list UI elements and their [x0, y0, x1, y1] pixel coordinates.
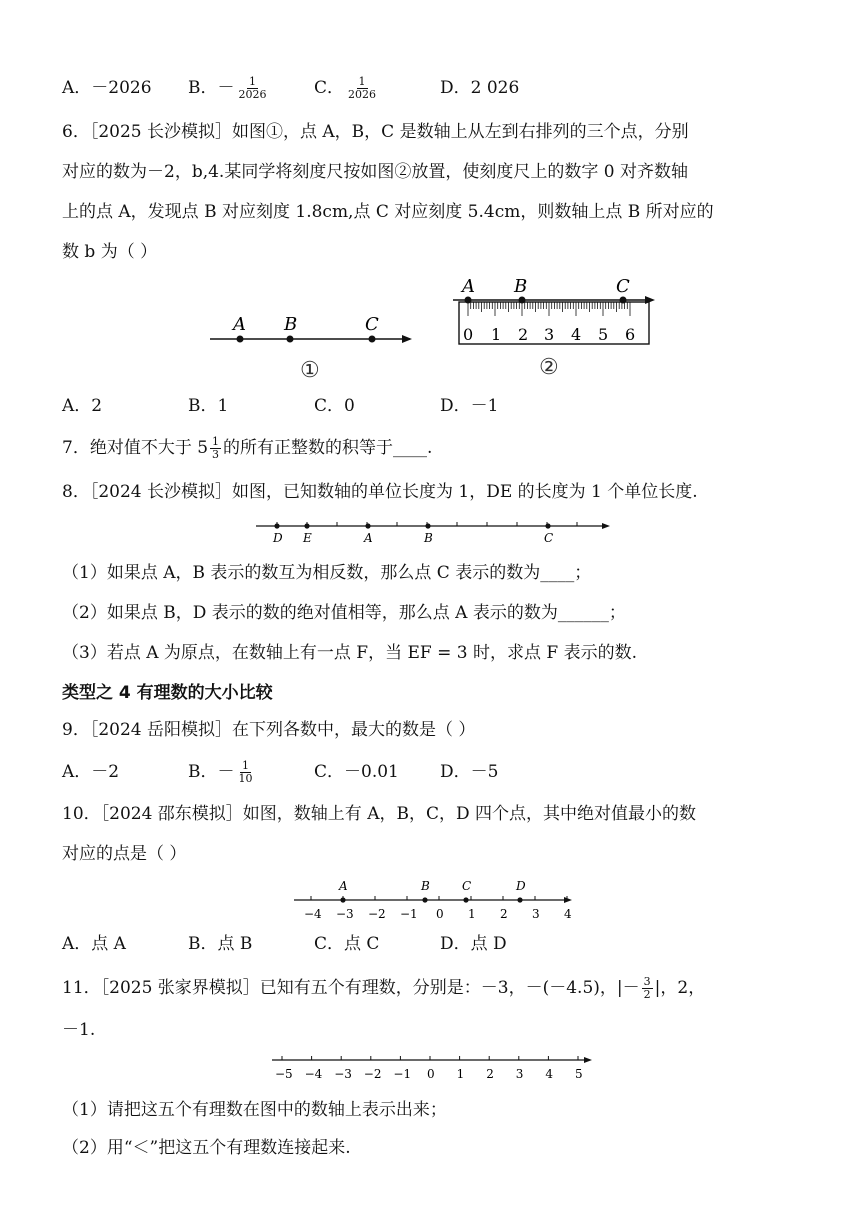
- q6-line-4: 数 b 为（ ）: [62, 242, 158, 262]
- ruler-label-1: 1: [491, 325, 502, 344]
- ruler-label-3: 3: [544, 325, 555, 344]
- q11-line-1: 11．［2025 张家界模拟］已知有五个有理数，分别是：－3，－(－4.5)，|－ $\frac{3}{2}$ |，2，: [62, 975, 706, 1001]
- q11-number-line: [268, 1050, 598, 1088]
- q10-tick-label: −2: [368, 907, 386, 921]
- q10-label-d: D: [516, 879, 526, 893]
- q10-line-1: 10．［2024 邵东模拟］如图，数轴上有 A，B，C，D 四个点，其中绝对值最小的数: [62, 804, 697, 824]
- q10-line-2: 对应的点是（ ）: [62, 844, 187, 864]
- q11-tick-label: −2: [363, 1067, 382, 1081]
- ruler-label-6: 6: [625, 325, 636, 344]
- ruler-label-2: 2: [518, 325, 529, 344]
- q6-option-b: B．1: [188, 396, 229, 416]
- ruler-label-0: 0: [463, 325, 474, 344]
- fig2-caption: ②: [539, 355, 559, 380]
- q11-tick-label: −1: [393, 1067, 412, 1081]
- q10-tick-label: 2: [500, 907, 508, 921]
- q11-tick-label: 1: [456, 1067, 465, 1081]
- q10-option-a: A．点 A: [62, 934, 126, 954]
- q11-tick-label: 4: [545, 1067, 554, 1081]
- q11-part-1: （1）请把这五个有理数在图中的数轴上表示出来；: [62, 1100, 447, 1120]
- fig2-label-c: C: [616, 276, 630, 297]
- q10-tick-label: −4: [304, 907, 322, 921]
- q5-option-d: D．2 026: [440, 78, 520, 98]
- fig2-label-a: A: [462, 276, 475, 297]
- fig1-point-a: [237, 336, 244, 343]
- q9-option-c: C．－0.01: [314, 762, 399, 782]
- q11-tick-label: −3: [334, 1067, 352, 1081]
- q6-option-d: D．－1: [440, 396, 499, 416]
- q7-line: 7．绝对值不大于 5 $\frac{1}{3}$ 的所有正整数的积等于____.: [62, 435, 433, 461]
- q8-part-2: （2）如果点 B，D 表示的数的绝对值相等，那么点 A 表示的数为______；: [62, 603, 626, 623]
- q11-tick-label: −5: [275, 1067, 293, 1081]
- q6-figure-1: [200, 305, 425, 385]
- q9-option-b: B．－ $\frac{1}{10}$: [188, 759, 253, 785]
- q10-tick-label: 3: [532, 907, 540, 921]
- q11-tick-label: −4: [304, 1067, 323, 1081]
- section-title: 类型之 4 有理数的大小比较: [62, 683, 273, 703]
- fig1-point-c: [369, 336, 376, 343]
- q10-option-c: C．点 C: [314, 934, 380, 954]
- fig2-point-b: [519, 297, 526, 304]
- q8-label-b: B: [424, 531, 433, 545]
- q10-tick-label: −1: [400, 907, 418, 921]
- q10-option-b: B．点 B: [188, 934, 253, 954]
- q5-option-c: C． $\frac{1}{2026}$: [314, 75, 377, 101]
- q8-part-3: （3）若点 A 为原点，在数轴上有一点 F，当 EF = 3 时，求点 F 表示的数.: [62, 643, 637, 663]
- ruler-label-5: 5: [598, 325, 609, 344]
- q5-option-b: B．－ $\frac{1}{2026}$: [188, 75, 267, 101]
- q11-tick-label: 2: [486, 1067, 494, 1081]
- fig2-point-c: [620, 297, 627, 304]
- q6-option-a: A．2: [62, 396, 103, 416]
- q8-label-c: C: [544, 531, 554, 545]
- q6-line-1: 6．［2025 长沙模拟］如图①，点 A，B，C 是数轴上从左到右排列的三个点，分别: [62, 122, 689, 142]
- ruler-label-4: 4: [571, 325, 582, 344]
- q10-option-d: D．点 D: [440, 934, 507, 954]
- fig1-caption: ①: [300, 358, 320, 383]
- q8-label-a: A: [364, 531, 373, 545]
- fig1-point-b: [287, 336, 294, 343]
- q10-tick-label: 4: [564, 907, 572, 921]
- q9-option-a: A．－2: [62, 762, 120, 782]
- q6-option-c: C．0: [314, 396, 355, 416]
- fig2-label-b: B: [514, 276, 528, 297]
- fig1-label-c: C: [365, 314, 379, 335]
- q10-tick-label: 1: [468, 907, 476, 921]
- q8-number-line: [250, 514, 620, 548]
- q10-label-c: C: [462, 879, 472, 893]
- q11-tick-label: 0: [427, 1067, 435, 1081]
- q6-line-2: 对应的数为－2，b,4.某同学将刻度尺按如图②放置，使刻度尺上的数字 0 对齐数轴: [62, 162, 688, 182]
- q8-part-1: （1）如果点 A，B 表示的数互为相反数，那么点 C 表示的数为____；: [62, 563, 592, 583]
- ruler-ticks: [468, 302, 630, 316]
- fig1-label-b: B: [284, 314, 298, 335]
- q6-line-3: 上的点 A，发现点 B 对应刻度 1.8cm,点 C 对应刻度 5.4cm，则数轴上点 B 所对应的: [62, 202, 714, 222]
- q5-option-a: A．－2026: [62, 78, 152, 98]
- q9-stem: 9．［2024 岳阳模拟］在下列各数中，最大的数是（ ）: [62, 720, 476, 740]
- q8-label-d: D: [273, 531, 283, 545]
- q10-tick-label: −3: [336, 907, 354, 921]
- q10-number-line: [290, 876, 580, 924]
- q11-part-2: （2）用“＜”把这五个有理数连接起来.: [62, 1138, 351, 1158]
- fig2-point-a: [465, 297, 472, 304]
- q8-stem: 8．［2024 长沙模拟］如图，已知数轴的单位长度为 1，DE 的长度为 1 个单位长度.: [62, 482, 698, 502]
- q9-option-d: D．－5: [440, 762, 499, 782]
- q10-tick-label: 0: [436, 907, 444, 921]
- q8-label-e: E: [303, 531, 312, 545]
- q10-label-a: A: [339, 879, 348, 893]
- q11-line-2: －1.: [62, 1020, 96, 1040]
- q11-tick-label: 3: [515, 1067, 524, 1081]
- q6-figure-2: [445, 272, 665, 384]
- q10-label-b: B: [421, 879, 430, 893]
- q11-tick-label: 5: [575, 1067, 583, 1081]
- fig1-label-a: A: [233, 314, 246, 335]
